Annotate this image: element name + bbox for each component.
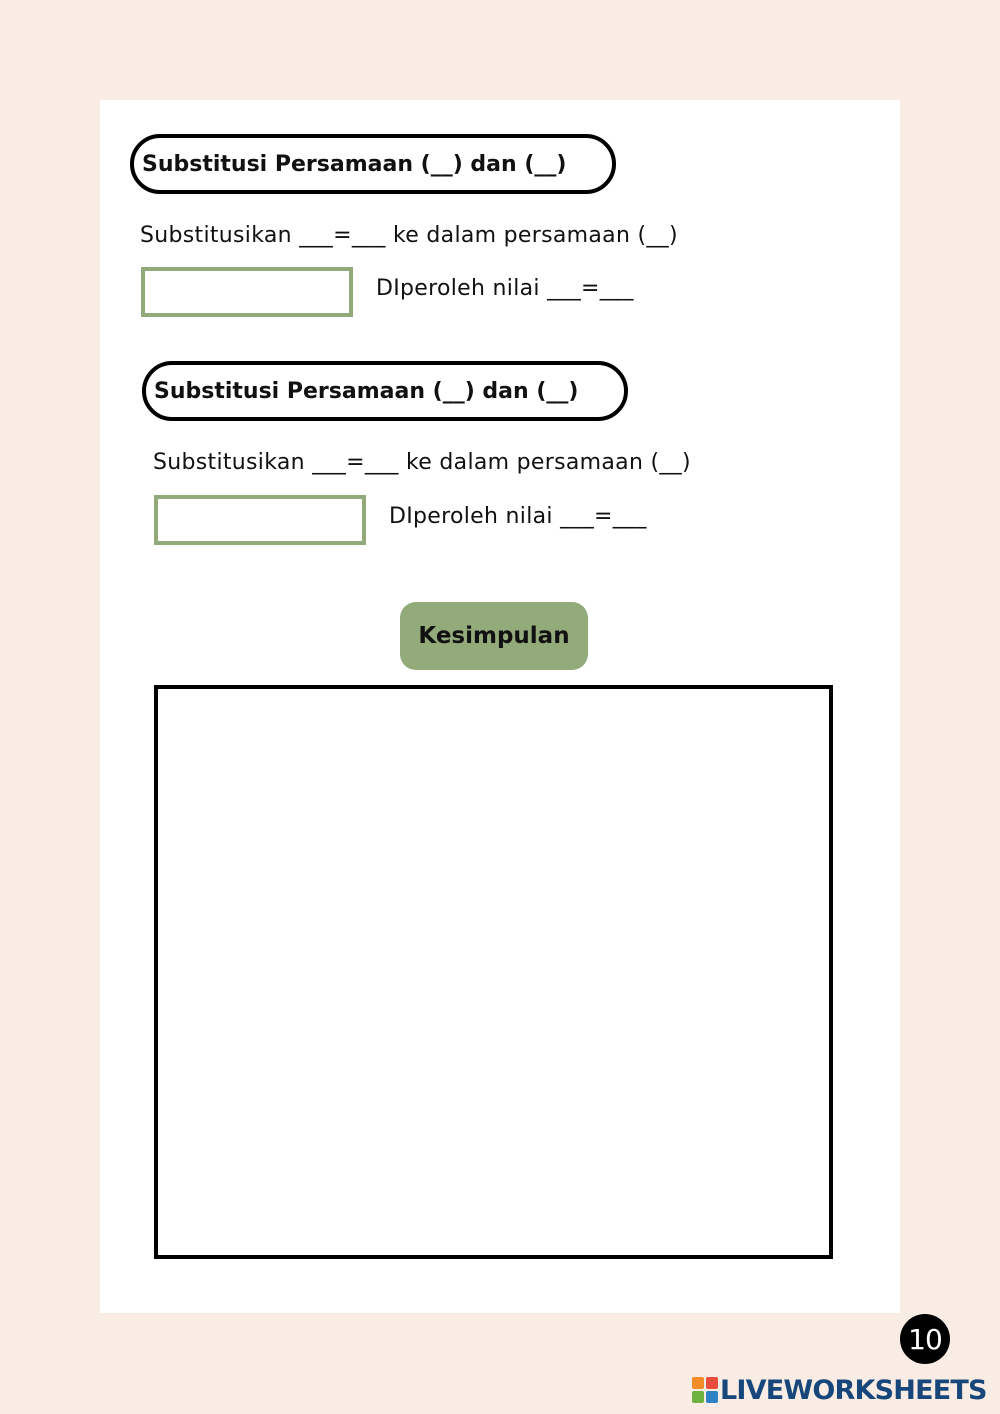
conclusion-label: Kesimpulan [400,602,588,670]
conclusion-answer-box[interactable] [154,685,833,1259]
section-2-answer-box[interactable] [154,495,366,545]
brand-name: LIVEWORKSHEETS [720,1374,987,1406]
section-1-answer-box[interactable] [141,267,353,317]
liveworksheets-logo-icon [692,1377,718,1403]
section-1-result: DIperoleh nilai ___=___ [376,276,634,301]
liveworksheets-brand [692,1374,987,1406]
section-2-heading: Substitusi Persamaan (__) dan (__) [142,361,628,421]
section-1-instruction: Substitusikan ___=___ ke dalam persamaan (__) [140,223,678,248]
section-2-instruction: Substitusikan ___=___ ke dalam persamaan (__) [153,450,691,475]
page-number-badge: 10 [900,1314,950,1364]
section-2-result: DIperoleh nilai ___=___ [389,504,647,529]
worksheet-page [100,100,900,1313]
section-1-heading: Substitusi Persamaan (__) dan (__) [130,134,616,194]
